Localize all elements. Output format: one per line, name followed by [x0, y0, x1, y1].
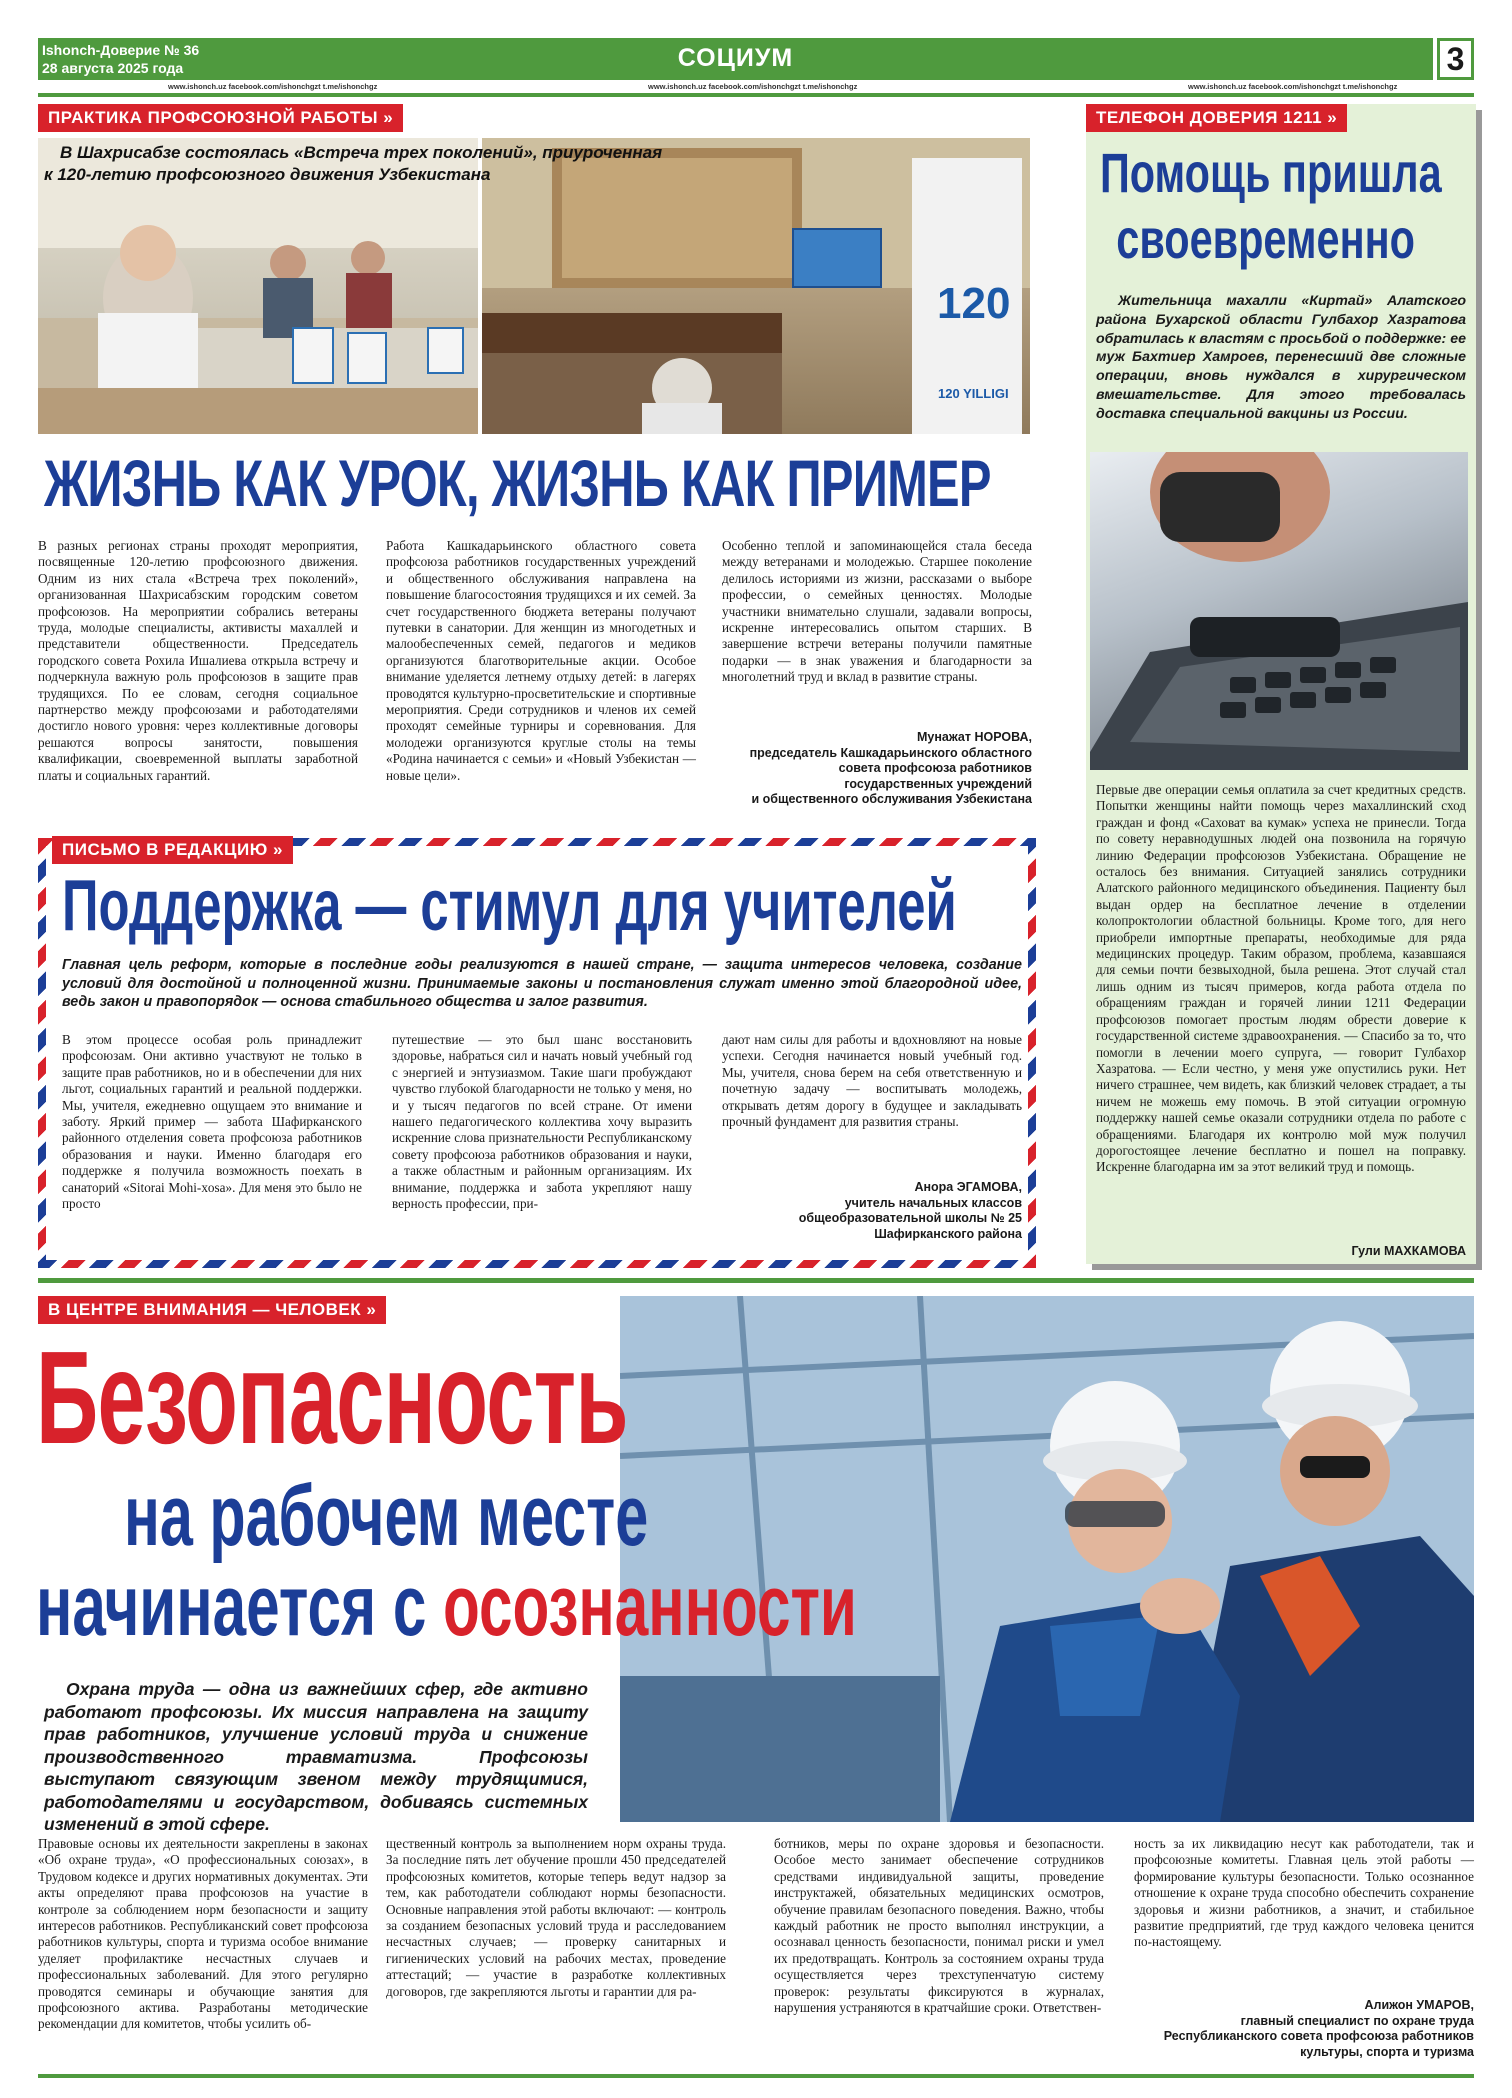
- header-rule: [38, 93, 1474, 97]
- issue-number: Ishonch-Доверие № 36: [42, 42, 200, 58]
- footer-rule: [38, 2074, 1474, 2078]
- photo-phone: [1090, 452, 1468, 770]
- article2-author-title3: Шафирканского района: [874, 1226, 1022, 1241]
- article2-column2: путешествие — это был шанс восстановить здоровье, набраться сил и начать новый учебный год с энергией и энтузиазмом. Такие шаги пробуждают чувство глубокой благодарности не только у меня, но и у тысяч педагогов по всей стране. От имени нашего педагогического коллектива хочу выразить искренние слова признательности Республиканскому совету профсоюза работников образования и науки, а также областным и районным организациям. Их внимание, поддержка и забота укрепляют нашу верность профессии, при-: [392, 1032, 692, 1212]
- headline-life-lesson: ЖИЗНЬ КАК УРОК, ЖИЗНЬ КАК ПРИМЕР: [44, 446, 991, 520]
- article2-author-name: Анора ЭГАМОВА,: [914, 1180, 1022, 1194]
- article2-column1: В этом процессе особая роль принадлежит профсоюзам. Они активно участвуют не только в защите прав работников, но и в обеспечении для них льгот, социальных гарантий и реальной поддержки. Мы, учителя, ежедневно ощущаем это внимание и заботу. Яркий пример — забота Шафирканского районного отделения совета профсоюза работников образования и науки. Именно благодаря его поддержке я получила возможность поехать в санаторий «Sitorai Mohi-xosa». Для меня это было не просто: [62, 1032, 362, 1212]
- section-label-focus-on-person: В ЦЕНТРЕ ВНИМАНИЯ — ЧЕЛОВЕК »: [38, 1296, 386, 1324]
- section-label-helpline: ТЕЛЕФОН ДОВЕРИЯ 1211 »: [1086, 104, 1347, 132]
- article4-author-title2: Республиканского совета профсоюза работников: [1163, 2029, 1474, 2043]
- article1-column1: В разных регионах страны проходят мероприятия, посвященные 120-летию профсоюзного движения. Одним из них стала «Встреча трех поколений», организованная Шахрисабзским городским советом профсоюзов. На мероприятии собрались ветераны труда, молодые специалисты, активисты махаллей и представители общественности. Председатель городского совета Рохила Ишалиева открыла встречу и подчеркнула важную роль профсоюзов в защите прав трудящихся. По ее словам, сегодня социальное партнерство между профсоюзами и работодателями достигло нового уровня: через коллективные договоры решаются вопросы занятости, повышения квалификации, своевременной выплаты заработной платы и социальных гарантий.: [38, 538, 358, 783]
- article3-author: Гули МАХКАМОВА: [1351, 1244, 1466, 1258]
- article4-author-title3: культуры, спорта и туризма: [1300, 2044, 1474, 2059]
- article1-author-title1: председатель Кашкадарьинского областного: [749, 745, 1032, 760]
- article2-signature: [722, 1180, 1022, 1242]
- article2-author-title1: учитель начальных классов: [844, 1195, 1022, 1210]
- photo-caption-line2: к 120-летию профсоюзного движения Узбекистана: [44, 165, 491, 184]
- headline-help-came: [1100, 140, 1442, 272]
- article2-author-title2: общеобразовательной школы № 25: [798, 1211, 1022, 1225]
- article1-author-title2: совета профсоюза работников: [838, 761, 1032, 775]
- article4-author-title1: главный специалист по охране труда: [1240, 2013, 1474, 2028]
- article1-author-name: Мунажат НОРОВА,: [917, 730, 1032, 744]
- article1-author-title4: и общественного обслуживания Узбекистана: [751, 792, 1032, 806]
- photo-caption-line1: В Шахрисабзе состоялась «Встреча трех поколений», приуроченная: [60, 143, 663, 162]
- photo-banner-text: 120 YILLIGI: [938, 386, 1009, 401]
- headline-teacher-support: Поддержка — стимул для учителей: [62, 866, 957, 946]
- issue-date: 28 августа 2025 года: [42, 60, 184, 76]
- section-label-letter: ПИСЬМО В РЕДАКЦИЮ »: [52, 836, 293, 864]
- article3-lead: Жительница махалли «Киртай» Алатского района Бухарской области Гулбахор Хазратова обратилась к властям с просьбой о поддержке: ее муж Бахтиер Хамроев, перенесший две сложные операции, вновь нуждался в хирургическом вмешательстве. Для этого требовалась доставка специальной вакцины из России.: [1096, 293, 1467, 422]
- photo-caption: [44, 142, 704, 186]
- article3-body: Первые две операции семья оплатила за счет кредитных средств. Попытки женщины найти помощь через махаллинский сход граждан и фонд «Саховат ва кумак» успеха не принесли. Тогда по совету неравнодушных людей она позвонила на горячую линию Федерации профсоюзов Узбекистана. Обращение не осталось без внимания. Ситуацией занялись сотрудники Алатского районного медицинского объединения. Пациенту был выдан ордер на бесплатное лечение в отделении колопроктологии областной больницы. Кроме того, для него приобрели импортные препараты, необходимые для ряда медицинских процедур. Таким образом, проблема, казавшаяся для семьи почти безвыходной, была решена. Этот случай стал лишь одним из тысяч примеров, когда работа отдела по обращениям граждан и горячей линии 1211 Федерации профсоюзов помогает простым людям обрести доверие к государственной системе здравоохранения. — Спасибо за то, что помогли в лечении моего супруга, — говорит Гулбахор Хазратова. — Если честно, у меня уже опустились руки. Нет ничего страшнее, чем видеть, как близкий человек страдает, а ты ничем не можешь ему помочь. В этой ситуации огромную поддержку нашей семье оказали сотрудники отдела по работе с обращениями. Благодаря их контролю мой муж получил дорогостоящее лечение бесплатно и пошел на поправку. Искренне благодарна им за этот великий труд и помощь.: [1096, 782, 1466, 1175]
- article4-signature: [1110, 1998, 1474, 2060]
- headline-awareness: осознанности: [443, 1558, 857, 1654]
- article2-lead: Главная цель реформ, которые в последние годы реализуются в нашей стране, — защита интересов человека, создание условий для достойной и полноценной жизни. Принимаемые законы и постановления служат именно этой благородной идее, ведь закон и правопорядок — основа стабильного общества и залог развития.: [62, 957, 1022, 1011]
- svg-text:120: 120: [937, 279, 1011, 328]
- header-links: [38, 81, 1474, 93]
- page-number: 3: [1437, 38, 1474, 80]
- page-header: [38, 38, 1474, 80]
- header-links-right: www.ishonch.uz facebook.com/ishonchgzt t.me/ishonchgz: [1188, 82, 1398, 91]
- article1-column2: Работа Кашкадарьинского областного совета профсоюза работников государственных учреждений и общественного обслуживания направлена на повышение благосостояния трудящихся и их семей. За счет государственного бюджета ветераны получают путевки в санатории. Для женщин из многодетных и малообеспеченных семей, педагогов и медиков организуются благотворительные акции. Особое внимание уделяется летнему отдыху детей: в лагерях проводятся культурно-просветительские и спортивные мероприятия. Среди сотрудников и членов их семей проходят семейные турниры и соревнования. Для молодежи организуются круглые столы на темы «Родина начинается с семьи» и «Новый Узбекистан — новые цели».: [386, 538, 696, 783]
- headline-safety: Безопасность: [36, 1324, 628, 1471]
- headline-help-came-line2: своевременно: [1116, 207, 1415, 270]
- article1-column3: Особенно теплой и запоминающейся стала беседа между ветеранами и молодежью. Старшее поколение делилось историями из жизни, рассказами о выборе профессии, о семейных ценностях. Молодые участники внимательно слушали, задавали вопросы, искренне интересовались опытом старших. В завершение встречи ветераны получили памятные подарки — в знак уважения и благодарности за многолетний труд и вклад в развитие страны.: [722, 538, 1032, 685]
- section-divider: [38, 1278, 1474, 1283]
- section-label-union-practice: ПРАКТИКА ПРОФСОЮЗНОЙ РАБОТЫ »: [38, 104, 403, 132]
- article1-author-title3: государственных учреждений: [844, 776, 1032, 791]
- header-links-left: www.ishonch.uz facebook.com/ishonchgzt t.me/ishonchgz: [168, 82, 378, 91]
- headline-starts-with: начинается с: [36, 1558, 444, 1654]
- article4-author-name: Алижон УМАРОВ,: [1364, 1998, 1474, 2012]
- article4-column3: ботников, меры по охране здоровья и безопасности. Особое место занимает обеспечение сотрудников средствами индивидуальной защиты, проведение инструктажей, обязательных медицинских осмотров, обучение правилам безопасного поведения. Важно, чтобы каждый работник не просто выполнял инструкции, а осознавал ценность безопасности, понимал риски и умел их предотвращать. Контроль за состоянием охраны труда осуществляется через трехступенчатую систему проверок: результаты фиксируются в журналах, нарушения устраняются в кратчайшие сроки. Ответствен-: [774, 1836, 1104, 2016]
- phone-photo-illustration: [1090, 452, 1468, 770]
- article2-column3: дают нам силы для работы и вдохновляют на новые успехи. Сегодня начинается новый учебный год. Мы, учителя, снова берем на себя ответственную и почетную задачу — воспитывать молодежь, открывать детям дорогу в будущее и закладывать прочный фундамент для развития страны.: [722, 1032, 1022, 1130]
- header-links-center: www.ishonch.uz facebook.com/ishonchgzt t.me/ishonchgz: [648, 82, 858, 91]
- article4-lead: Охрана труда — одна из важнейших сфер, где активно работают профсоюзы. Их миссия направлена на защиту прав работников, улучшение условий труда и снижение производственного травматизма. Профсоюзы выступают связующим звеном между трудящимися, работодателями и государством, добиваясь системных изменений в этой сфере.: [44, 1679, 588, 1834]
- section-title: СОЦИУМ: [677, 44, 794, 72]
- article4-column2: щественный контроль за выполнением норм охраны труда. За последние пять лет обучение прошли 450 председателей профсоюзных комитетов, которые теперь ведут надзор за тем, как работодатели соблюдают нормы безопасности. Основные направления этой работы включают: — контроль за созданием безопасных условий труда и расследованием несчастных случаев; — проверку санитарных и гигиенических условий на рабочих местах, проведение аттестаций; — участие в разработке коллективных договоров, где закрепляются льготы и гарантии для ра-: [386, 1836, 726, 1999]
- headline-starts-with-awareness: [36, 1560, 857, 1652]
- article4-column1: Правовые основы их деятельности закреплены в законах «Об охране труда», «О профессиональных союзах», в Трудовом кодексе и других нормативных документах. Эти акты определяют права профсоюзов на участие в контроле за соблюдением норм безопасности и защиту интересов работников. Республиканский совет профсоюза работников культуры, спорта и туризма особое внимание уделяет профилактике несчастных случаев и профессиональных заболеваний. Для этого регулярно проводятся семинары и обучающие занятия для профсоюзного актива. Разработаны методические рекомендации для комитетов, чтобы усилить об-: [38, 1836, 368, 2032]
- headline-help-came-line1: Помощь пришла: [1100, 141, 1442, 204]
- article4-column4: ность за их ликвидацию несут как работодатели, так и профсоюзные комитеты. Главная цель этой работы — формирование культуры безопасности. Только осознанное отношение к охране труда способно обеспечить сохранение здоровья и жизни работников, а значит, и стабильное развитие предприятий, где труд каждого человека ценится по-настоящему.: [1134, 1836, 1474, 1950]
- article1-signature: [722, 730, 1032, 808]
- headline-at-workplace: на рабочем месте: [124, 1468, 649, 1564]
